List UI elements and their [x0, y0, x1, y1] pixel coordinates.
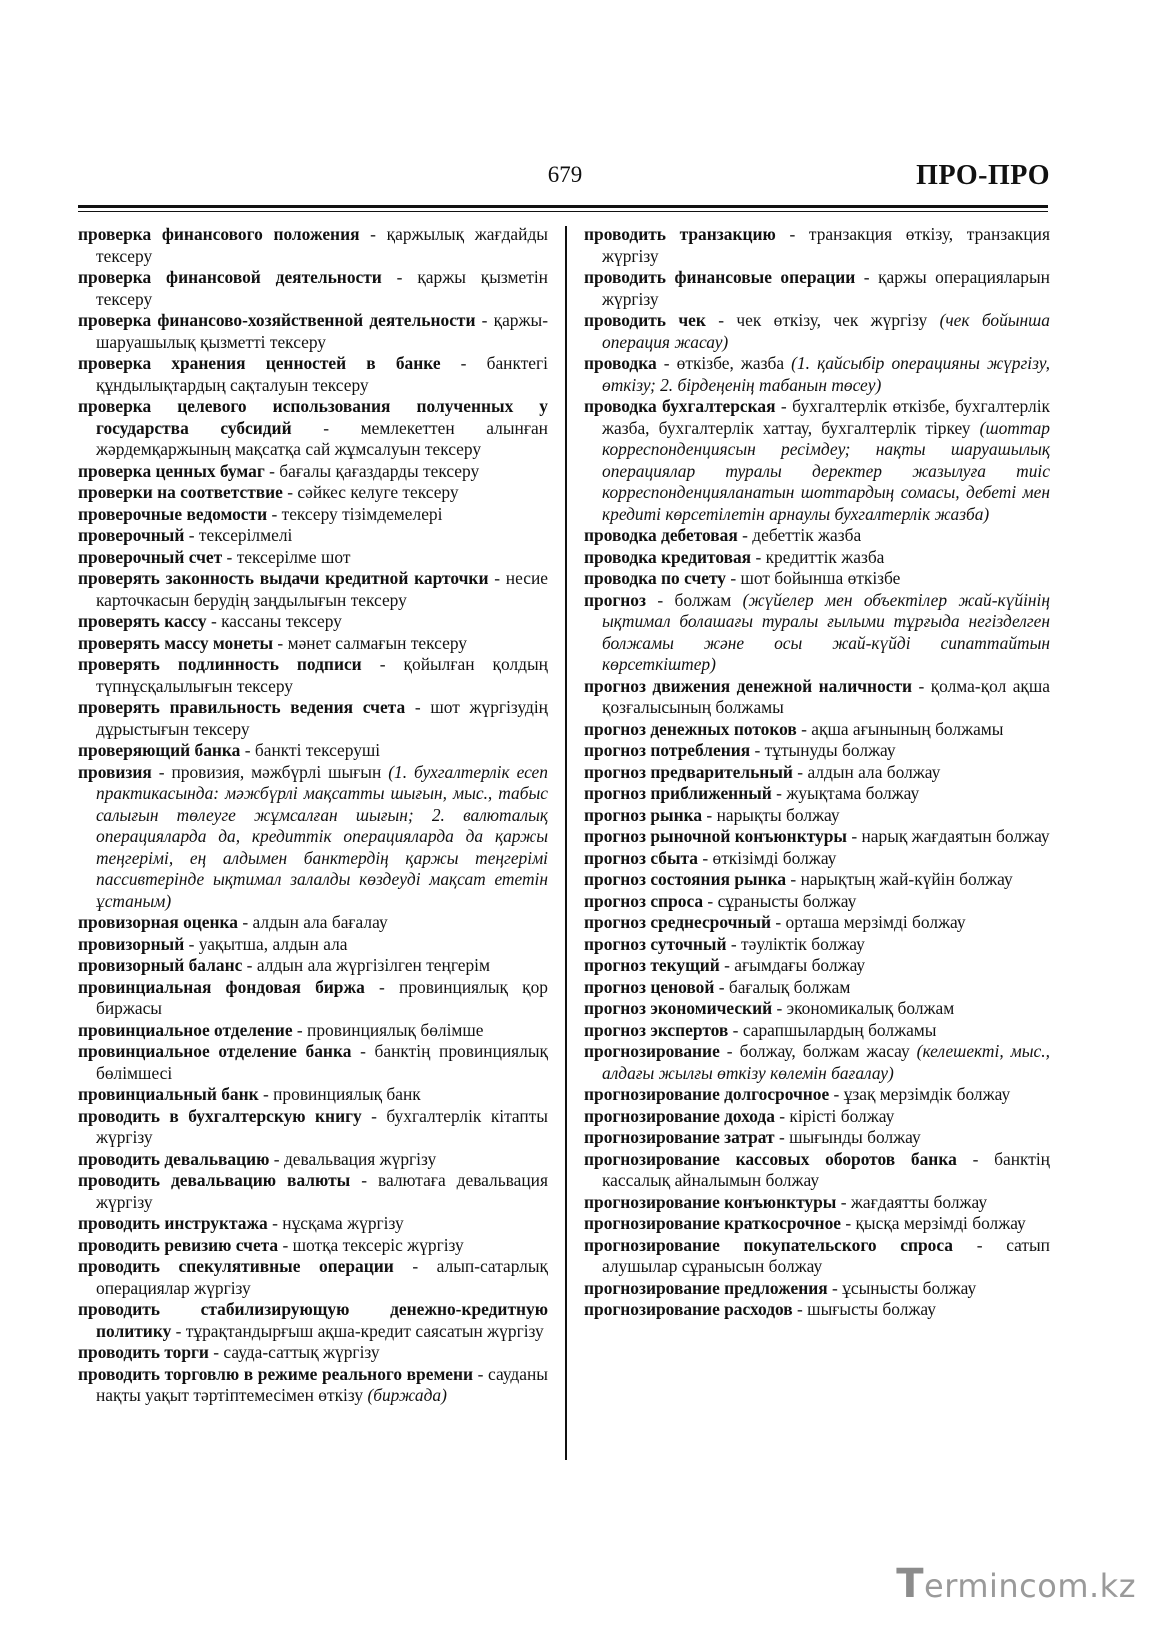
entry-term: провинциальный банк — [78, 1084, 259, 1104]
entry-term: прогноз спроса — [584, 890, 704, 911]
dictionary-entry: проверочные ведомости - тексеру тізімдемелері — [78, 503, 443, 524]
dictionary-entry: прогноз рынка - нарықты болжау — [584, 804, 840, 825]
left-column — [78, 224, 548, 1407]
dictionary-entry: прогнозирование расходов - шығысты болжау — [584, 1299, 936, 1319]
entry-term: прогноз экспертов — [584, 1019, 729, 1040]
entry-term: проводить торговлю в режиме реального времени — [78, 1363, 474, 1384]
dictionary-entry: проверять кассу - кассаны тексеру — [78, 611, 342, 631]
entry-term: прогнозирование дохода — [584, 1105, 775, 1126]
entry-term: проводить финансовые операции — [584, 267, 856, 287]
entry-term: прогноз суточный — [584, 933, 727, 954]
entry-definition: сатып алушылар сұранысын болжау — [602, 1234, 1050, 1276]
entry-term: прогноз экономический — [584, 998, 773, 1018]
entry-definition: болжам — [674, 589, 732, 610]
dictionary-entry: прогноз предварительный - алдын ала болжау — [584, 761, 941, 782]
dictionary-entry: проверка ценных бумаг - бағалы қағаздарды тексеру — [78, 460, 480, 481]
entry-definition: бухгалтерлік кітапты жүргізу — [96, 1105, 548, 1147]
entry-term: проверять подлинность подписи — [78, 654, 362, 674]
entry-term: прогнозирование краткосрочное — [584, 1213, 841, 1233]
entry-term: проводка дебетовая — [584, 525, 738, 545]
entry-term: прогнозирование предложения — [584, 1277, 828, 1298]
entry-term: провинциальная фондовая биржа — [78, 976, 365, 997]
header-rule-thick — [78, 205, 1048, 208]
entry-definition: провинциялық бөлімше — [307, 1019, 484, 1040]
dictionary-entry: прогноз экспертов - сарапшылардың болжамы — [584, 1019, 937, 1040]
dictionary-entry: прогноз текущий - ағымдағы болжау — [584, 955, 866, 975]
dictionary-entry: проверять законность выдачи кредитной карточки - несие карточкасын берудің заңдылығын тексеру — [78, 568, 548, 610]
entry-definition: провинциялық қор биржасы — [96, 976, 548, 1018]
entry-definition: қаржы операцияларын жүргізу — [602, 267, 1050, 309]
entry-definition: шотқа тексеріс жүргізу — [292, 1234, 464, 1255]
entry-term: прогноз движения денежной наличности — [584, 675, 913, 696]
entry-definition: провизия, мәжбүрлі шығын — [171, 761, 382, 782]
dictionary-entry: проверочный - тексерілмелі — [78, 525, 293, 545]
dictionary-entry: проверка целевого использования полученных у государства субсидий - мемлекеттен алынған жәрдемқаржының мақсатқа сай жұмсалуын тексеру — [78, 396, 548, 459]
dictionary-entry: прогнозирование покупательского спроса - сатып алушылар сұранысын болжау — [584, 1234, 1050, 1276]
entry-definition: валютаға девальвация жүргізу — [96, 1170, 548, 1212]
entry-definition: алдын ала бағалау — [252, 912, 388, 932]
dictionary-entry: проводить чек - чек өткізу, чек жүргізу (чек бойынша операция жасау) — [584, 310, 1050, 352]
dictionary-entry: провинциальный банк - провинциялық банк — [78, 1084, 421, 1104]
entry-definition: қаржылық жағдайды тексеру — [96, 224, 548, 266]
entry-term: проводка кредитовая — [584, 546, 752, 567]
entry-definition: ұсынысты болжау — [842, 1277, 977, 1298]
entry-definition: тексерілме шот — [236, 546, 351, 567]
dictionary-entry: проверка финансовой деятельности - қаржы қызметін тексеру — [78, 267, 548, 309]
entry-term: проверка финансово-хозяйственной деятельности — [78, 310, 476, 330]
dictionary-entry: проводить торги - сауда-саттық жүргізу — [78, 1342, 380, 1362]
dictionary-entry: прогнозирование кассовых оборотов банка - банктің кассалық айналымын болжау — [584, 1148, 1050, 1190]
entry-note: (шоттар корреспонденциясын ресімдеу; нақты шаруашылық операциялар туралы деректер жазылуға тиіс корреспонденцияланатын шоттардың сомасы, дебеті мен кредиті көрсетілетін арнаулы бухгалтерлік жазба) — [602, 417, 1050, 524]
entry-definition: ағымдағы болжау — [734, 955, 866, 975]
entry-term: прогнозирование расходов — [584, 1299, 793, 1319]
right-column — [584, 224, 1050, 1321]
entry-term: прогнозирование долгосрочное — [584, 1084, 830, 1104]
entry-term: прогнозирование покупательского спроса — [584, 1234, 953, 1255]
entry-term: проводить девальвацию — [78, 1148, 270, 1169]
entry-definition: қысқа мерзімді болжау — [855, 1213, 1026, 1233]
entry-definition: қаржы қызметін тексеру — [96, 267, 548, 309]
entry-definition: қаржы-шаруашылық қызметті тексеру — [96, 310, 548, 352]
dictionary-entry: прогноз движения денежной наличности - қолма-қол ақша қозғалысының болжамы — [584, 675, 1050, 717]
dictionary-entry: проводка по счету - шот бойынша өткізбе — [584, 568, 901, 588]
entry-term: прогнозирование кассовых оборотов банка — [584, 1148, 957, 1169]
column-divider — [565, 226, 567, 1460]
dictionary-entry: проводить девальвацию валюты - валютаға девальвация жүргізу — [78, 1170, 548, 1212]
entry-term: провизорная оценка — [78, 912, 238, 932]
dictionary-entry: проверка финансово-хозяйственной деятельности - қаржы-шаруашылық қызметті тексеру — [78, 310, 548, 352]
dictionary-entry: проводка кредитовая - кредиттік жазба — [584, 546, 885, 567]
entry-term: проверочные ведомости — [78, 503, 268, 524]
entry-definition: банктің кассалық айналымын болжау — [602, 1148, 1050, 1190]
entry-definition: сұранысты болжау — [717, 890, 857, 911]
dictionary-entry: проводка дебетовая - дебеттік жазба — [584, 525, 862, 545]
entry-term: проверять массу монеты — [78, 632, 274, 653]
entry-definition: нарықтың жай-күйін болжау — [800, 869, 1013, 889]
entry-term: проверка хранения ценностей в банке — [78, 353, 441, 373]
dictionary-entry: проводить в бухгалтерскую книгу - бухгалтерлік кітапты жүргізу — [78, 1105, 548, 1147]
header-rule-thin — [78, 211, 1048, 212]
entry-term: прогнозирование — [584, 1041, 720, 1061]
entry-term: прогноз ценовой — [584, 976, 715, 997]
entry-definition: девальвация жүргізу — [283, 1148, 437, 1169]
dictionary-entry: проверять правильность ведения счета - шот жүргізудің дұрыстығын тексеру — [78, 697, 548, 739]
entry-term: проверка финансовой деятельности — [78, 267, 382, 287]
entry-definition: несие карточкасын берудің заңдылығын тексеру — [96, 568, 548, 610]
entry-term: проверка ценных бумаг — [78, 460, 265, 481]
entry-definition: сауда-саттық жүргізу — [223, 1342, 380, 1362]
entry-term: провизия — [78, 761, 152, 782]
running-head: ПРО-ПРО — [916, 160, 1050, 191]
entry-definition: чек өткізу, чек жүргізу — [736, 310, 928, 330]
entry-definition: қолма-қол ақша қозғалысының болжамы — [602, 675, 1050, 717]
entry-definition: тексерілмелі — [198, 525, 293, 545]
entry-definition: транзакция өткізу, транзакция жүргізу — [602, 224, 1050, 266]
entry-definition: банктегі құндылықтардың сақталуын тексеру — [96, 353, 548, 395]
dictionary-entry: прогноз потребления - тұтынуды болжау — [584, 740, 896, 760]
dictionary-entry: проводить транзакцию - транзакция өткізу, транзакция жүргізу — [584, 224, 1050, 266]
dictionary-entry: проводить финансовые операции - қаржы операцияларын жүргізу — [584, 267, 1050, 309]
entry-definition: бухгалтерлік өткізбе, бухгалтерлік жазба, бухгалтерлік хаттау, бухгалтерлік тіркеу — [602, 396, 1050, 438]
dictionary-entry: проверки на соответствие - сәйкес келуге тексеру — [78, 482, 459, 502]
dictionary-entry: прогнозирование долгосрочное - ұзақ мерзімдік болжау — [584, 1084, 1011, 1104]
entry-definition: ақша ағынының болжамы — [811, 718, 1004, 739]
entry-term: проводить инструктажа — [78, 1213, 268, 1233]
dictionary-entry: проверяющий банка - банкті тексеруші — [78, 740, 381, 760]
entry-definition: өткізбе, жазба — [676, 353, 785, 373]
dictionary-entry: проверять массу монеты - мәнет салмағын тексеру — [78, 632, 467, 653]
entry-note: (1. бухгалтерлік есеп практикасында: мәжбүрлі мақсатты шығын, мыс., табыс салығын төлеуге жұмсалған шығын; 2. валюталық операцияларда да, кредиттік операцияларда да қаржы теңгерімі, ең алдымен банктердің қаржы теңгерімі пассивтерінде ықтимал залалды көздеуді мақсат ететін ұстаным) — [96, 761, 548, 911]
entry-term: прогноз среднесрочный — [584, 912, 772, 932]
dictionary-entry: провинциальная фондовая биржа - провинциялық қор биржасы — [78, 976, 548, 1018]
entry-term: проводка бухгалтерская — [584, 396, 776, 416]
entry-term: провизорный баланс — [78, 955, 243, 975]
dictionary-entry: проводить торговлю в режиме реального времени - сауданы нақты уақыт тәртіптемесімен өткізу (биржада) — [78, 1363, 548, 1405]
page-number: 679 — [547, 162, 583, 187]
dictionary-entry: прогнозирование - болжау, болжам жасау (келешекті, мыс., алдағы жылғы өткізу көлемін бағалау) — [584, 1041, 1050, 1083]
entry-definition: бағалық болжам — [728, 976, 851, 997]
entry-definition: қойылған қолдың түпнұсқалылығын тексеру — [96, 654, 548, 696]
entry-definition: өткізімді болжау — [712, 847, 837, 868]
entry-definition: жуықтама болжау — [786, 783, 920, 803]
dictionary-entry: провизорный баланс - алдын ала жүргізілген теңгерім — [78, 955, 490, 975]
entry-definition: тұрақтандырғыш ақша-кредит саясатын жүргізу — [185, 1320, 544, 1341]
entry-definition: уақытша, алдын ала — [198, 933, 348, 954]
dictionary-entry: провинциальное отделение банка - банктің провинциялық бөлімшесі — [78, 1041, 548, 1083]
dictionary-entry: прогноз - болжам (жүйелер мен объектілер жай-күйінің ықтимал болашағы туралы ғылыми тұрғыда негізделген болжамы және осы жай-күйді сипаттайтын көрсеткіштер) — [584, 589, 1050, 674]
entry-definition: сауданы нақты уақыт тәртіптемесімен өткізу — [96, 1363, 548, 1405]
dictionary-entry: прогноз денежных потоков - ақша ағынының болжамы — [584, 718, 1004, 739]
dictionary-entry: прогноз среднесрочный - орташа мерзімді болжау — [584, 912, 966, 932]
entry-term: прогноз потребления — [584, 740, 751, 760]
entry-definition: алдын ала жүргізілген теңгерім — [256, 955, 490, 975]
dictionary-entry: прогнозирование конъюнктуры - жағдаятты болжау — [584, 1191, 988, 1212]
entry-definition: нарық жағдаятын болжау — [861, 826, 1050, 846]
entry-definition: орташа мерзімді болжау — [785, 912, 966, 932]
entry-note: (1. қайсыбір операцияны жүргізу, өткізу; 2. бірдеңенің табанын төсеу) — [602, 353, 1050, 395]
logo-initial: T — [896, 1561, 925, 1607]
dictionary-entry: проводить спекулятивные операции - алып-сатарлық операциялар жүргізу — [78, 1256, 548, 1298]
dictionary-entry: провизорный - уақытша, алдын ала — [78, 933, 348, 954]
entry-term: прогноз приближенный — [584, 783, 772, 803]
entry-definition: мәнет салмағын тексеру — [287, 632, 467, 653]
entry-term: прогноз рынка — [584, 804, 703, 825]
entry-definition: алдын ала болжау — [807, 761, 941, 782]
entry-term: проводка — [584, 353, 657, 373]
entry-term: провинциальное отделение — [78, 1019, 293, 1040]
entry-term: прогноз — [584, 589, 646, 610]
entry-term: прогнозирование конъюнктуры — [584, 1191, 837, 1212]
entry-term: провизорный — [78, 933, 185, 954]
dictionary-entry: прогнозирование предложения - ұсынысты болжау — [584, 1277, 977, 1298]
entry-term: проводить стабилизирующую денежно-кредитную политику — [78, 1299, 548, 1341]
entry-term: проводить в бухгалтерскую книгу — [78, 1105, 362, 1126]
entry-definition: нұсқама жүргізу — [282, 1213, 404, 1233]
dictionary-entry: прогноз состояния рынка - нарықтың жай-күйін болжау — [584, 869, 1013, 889]
entry-term: прогнозирование затрат — [584, 1127, 775, 1147]
dictionary-entry: прогнозирование краткосрочное - қысқа мерзімді болжау — [584, 1213, 1026, 1233]
entry-definition: болжау, болжам жасау — [739, 1041, 910, 1061]
entry-definition: провинциялық банк — [273, 1084, 421, 1104]
dictionary-entry: провинциальное отделение - провинциялық бөлімше — [78, 1019, 484, 1040]
dictionary-entry: проверка финансового положения - қаржылық жағдайды тексеру — [78, 224, 548, 266]
entry-note: (чек бойынша операция жасау) — [602, 310, 1050, 352]
entry-note: (биржада) — [367, 1385, 447, 1405]
entry-definition: мемлекеттен алынған жәрдемқаржының мақсатқа сай жұмсалуын тексеру — [96, 417, 548, 459]
dictionary-entry: проводить ревизию счета - шотқа тексеріс жүргізу — [78, 1234, 464, 1255]
entry-definition: кредиттік жазба — [765, 546, 885, 567]
entry-term: прогноз текущий — [584, 955, 720, 975]
dictionary-entry: прогноз суточный - тәуліктік болжау — [584, 933, 865, 954]
dictionary-entry: прогноз ценовой - бағалық болжам — [584, 976, 851, 997]
entry-term: прогноз рыночной конъюнктуры — [584, 826, 847, 846]
entry-term: прогноз состояния рынка — [584, 869, 787, 889]
entry-note: (жүйелер мен объектілер жай-күйінің ықтимал болашағы туралы ғылыми тұрғыда негізделген болжамы және осы жай-күйді сипаттайтын көрсеткіштер) — [602, 589, 1050, 674]
dictionary-entry: проводить инструктажа - нұсқама жүргізу — [78, 1213, 404, 1233]
entry-definition: кірісті болжау — [789, 1105, 895, 1126]
entry-definition: нарықты болжау — [716, 804, 840, 825]
entry-term: проверочный счет — [78, 546, 223, 567]
entry-definition: сәйкес келуге тексеру — [297, 482, 459, 502]
dictionary-entry: проводка - өткізбе, жазба (1. қайсыбір операцияны жүргізу, өткізу; 2. бірдеңенің табанын төсеу) — [584, 353, 1050, 395]
entry-definition: бағалы қағаздарды тексеру — [279, 460, 480, 481]
entry-definition: шот бойынша өткізбе — [740, 568, 901, 588]
entry-term: проводка по счету — [584, 568, 726, 588]
entry-definition: шот жүргізудің дұрыстығын тексеру — [96, 697, 548, 739]
dictionary-entry: прогнозирование дохода - кірісті болжау — [584, 1105, 895, 1126]
entry-definition: шығысты болжау — [807, 1299, 936, 1319]
dictionary-entry: проводка бухгалтерская - бухгалтерлік өткізбе, бухгалтерлік жазба, бухгалтерлік хаттау, бухгалтерлік тіркеу (шоттар корреспонденциясын ресімдеу; нақты шаруашылық операциялар туралы деректер жазылуға тиіс корреспонденцияланатын шоттардың сомасы, дебеті мен кредиті көрсетілетін арнаулы бухгалтерлік жазба) — [584, 396, 1050, 524]
dictionary-entry: провизия - провизия, мәжбүрлі шығын (1. бухгалтерлік есеп практикасында: мәжбүрлі мақсатты шығын, мыс., табыс салығын төлеуге жұмсалған шығын; 2. валюталық операцияларда да, кредиттік операцияларда да қаржы теңгерімі, ең алдымен банктердің қаржы теңгерімі пассивтерінде ықтимал залалды көздеуді мақсат ететін ұстаным) — [78, 761, 548, 911]
dictionary-entry: проверка хранения ценностей в банке - банктегі құндылықтардың сақталуын тексеру — [78, 353, 548, 395]
dictionary-entry: прогноз спроса - сұранысты болжау — [584, 890, 857, 911]
dictionary-entry: прогнозирование затрат - шығынды болжау — [584, 1127, 921, 1147]
entry-term: прогноз денежных потоков — [584, 718, 797, 739]
entry-term: проверка финансового положения — [78, 224, 360, 244]
entry-definition: жағдаятты болжау — [850, 1191, 988, 1212]
entry-term: проводить чек — [584, 310, 706, 330]
dictionary-entry: проверочный счет - тексерілме шот — [78, 546, 351, 567]
entry-term: проводить ревизию счета — [78, 1234, 279, 1255]
entry-term: провинциальное отделение банка — [78, 1041, 352, 1061]
entry-definition: тұтынуды болжау — [764, 740, 896, 760]
entry-term: проводить спекулятивные операции — [78, 1256, 394, 1276]
dictionary-entry: прогноз приближенный - жуықтама болжау — [584, 783, 920, 803]
entry-definition: кассаны тексеру — [221, 611, 342, 631]
entry-term: проводить транзакцию — [584, 224, 776, 244]
entry-term: проверять правильность ведения счета — [78, 697, 406, 717]
entry-definition: дебеттік жазба — [752, 525, 862, 545]
entry-definition: тәуліктік болжау — [741, 933, 865, 954]
entry-definition: алып-сатарлық операциялар жүргізу — [96, 1256, 548, 1298]
entry-definition: банкті тексеруші — [254, 740, 381, 760]
entry-term: проверяющий банка — [78, 740, 241, 760]
dictionary-entry: проводить стабилизирующую денежно-кредитную политику - тұрақтандырғыш ақша-кредит саясатын жүргізу — [78, 1299, 548, 1341]
entry-term: проводить девальвацию валюты — [78, 1170, 351, 1190]
dictionary-entry: провизорная оценка - алдын ала бағалау — [78, 912, 388, 932]
entry-definition: шығынды болжау — [789, 1127, 921, 1147]
entry-term: проверочный — [78, 525, 185, 545]
entry-definition: тексеру тізімдемелері — [281, 503, 443, 524]
termincom-logo — [896, 1561, 1136, 1607]
logo-text: ermincom.kz — [924, 1567, 1136, 1605]
dictionary-entry: прогноз экономический - экономикалық болжам — [584, 998, 955, 1018]
entry-term: прогноз предварительный — [584, 761, 793, 782]
dictionary-entry: проверять подлинность подписи - қойылған қолдың түпнұсқалылығын тексеру — [78, 654, 548, 696]
entry-definition: ұзақ мерзімдік болжау — [843, 1084, 1011, 1104]
entry-definition: экономикалық болжам — [786, 998, 955, 1018]
dictionary-entry: прогноз рыночной конъюнктуры - нарық жағдаятын болжау — [584, 826, 1050, 846]
entry-term: проверять законность выдачи кредитной карточки — [78, 568, 489, 588]
entry-term: проверка целевого использования полученных у государства субсидий — [78, 396, 548, 438]
entry-term: проводить торги — [78, 1342, 209, 1362]
entry-note: (келешекті, мыс., алдағы жылғы өткізу көлемін бағалау) — [602, 1041, 1050, 1083]
entry-definition: банктің провинциялық бөлімшесі — [96, 1041, 548, 1083]
entry-term: проверять кассу — [78, 611, 207, 631]
dictionary-entry: проводить девальвацию - девальвация жүргізу — [78, 1148, 437, 1169]
entry-term: прогноз сбыта — [584, 847, 698, 868]
entry-term: проверки на соответствие — [78, 482, 283, 502]
entry-definition: сарапшылардың болжамы — [742, 1019, 937, 1040]
dictionary-entry: прогноз сбыта - өткізімді болжау — [584, 847, 837, 868]
